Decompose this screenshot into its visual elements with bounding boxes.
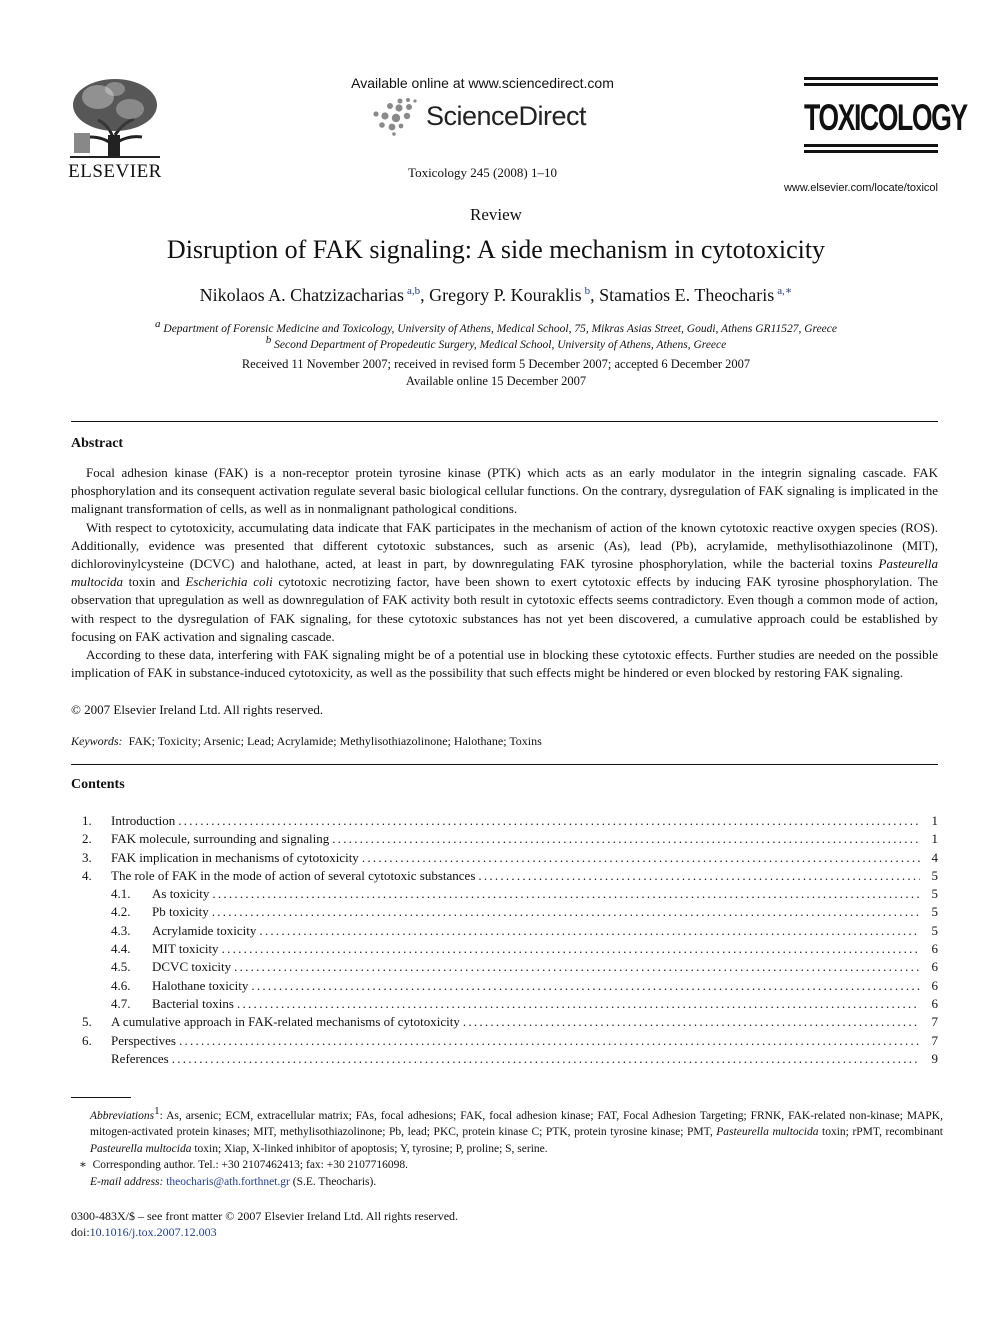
abstract-paragraph: According to these data, interfering with FAK signaling might be of a potential use in blocking these cytotoxic effects. Further studies are needed on the possible implication of FAK in substance-induced cytotoxicity, as well as the possibility that such effects might be hindered or even blocked by restoring FAK signaling. [71,647,938,681]
footnote-rule [71,1097,131,1098]
author-name: Gregory P. Kouraklis [429,285,582,305]
contents-heading: Contents [71,777,125,792]
toc-entry[interactable] [71,885,938,903]
toc-page-number: 5 [931,904,938,920]
article-type: Review [470,205,522,224]
toc-entry[interactable] [71,977,938,995]
toc-title: DCVC toxicity [152,959,232,975]
toc-number: 6. [82,1032,92,1048]
sciencedirect-wordmark: ScienceDirect [426,101,587,131]
toc-page-number: 7 [931,1014,938,1030]
divider [71,764,938,765]
toc-entry[interactable] [71,830,938,848]
masthead-rule [804,77,938,80]
toc-title: References [111,1050,169,1066]
toc-entry[interactable] [71,867,938,885]
toc-leader-dots [251,977,920,995]
elsevier-wordmark: ELSEVIER [68,161,162,182]
abstract-body [71,464,938,682]
toc-page-number: 9 [931,1050,938,1066]
toc-entry[interactable] [71,1032,938,1050]
corresponding-author-footnote: ∗ Corresponding author. Tel.: +30 2107462413; fax: +30 2107716098. [79,1159,408,1172]
toc-leader-dots [234,958,920,976]
toc-leader-dots [212,885,920,903]
toc-title: Halothane toxicity [152,977,249,993]
toc-leader-dots [237,995,920,1013]
abstract-paragraph: Focal adhesion kinase (FAK) is a non-receptor protein tyrosine kinase (PTK) which acts as an early modulator in the integrin signaling cascade. FAK phosphorylation and its consequent activation regulate several basic biological cellular functions. On the contrary, dysregulation of FAK signaling is implicated in the malignant transformation of cells, as well as in nonmalignant pathological conditions. [71,465,938,517]
toc-title: The role of FAK in the mode of action of several cytotoxic substances [111,867,476,883]
toc-entry[interactable] [71,1013,938,1031]
toc-leader-dots [172,1050,920,1068]
toc-title: FAK implication in mechanisms of cytotoxicity [111,849,359,865]
affiliation-b: $^b$ Second Department of Propedeutic Surgery, Medical School, University of Athens, Athens, Greece [265,334,727,351]
toc-page-number: 6 [931,941,938,957]
sciencedirect-logo[interactable] [368,96,608,136]
toc-entry[interactable] [71,958,938,976]
toc-number: 3. [82,849,92,865]
online-date: Available online 15 December 2007 [405,374,587,388]
toc-page-number: 5 [931,886,938,902]
author-affiliation-link[interactable]: a,b [407,285,421,297]
toc-number: 1. [82,813,92,828]
available-online-text: Available online at www.sciencedirect.com [351,75,614,91]
footnotes [71,1103,943,1190]
toc-page-number: 5 [931,867,938,883]
author-affiliation-link[interactable]: b [584,285,591,297]
keywords: Keywords: FAK; Toxicity; Arsenic; Lead; Acrylamide; Methylisothiazolinone; Halothane; Toxins [71,734,542,748]
toc-entry[interactable] [71,940,938,958]
toc-number: 4.7. [111,995,131,1011]
author-name: Nikolaos A. Chatzizacharias [199,285,405,305]
author-separator: , [420,285,430,305]
toc-title: As toxicity [152,886,210,902]
copyright-line: © 2007 Elsevier Ireland Ltd. All rights reserved. [71,702,324,717]
toc-page-number: 6 [931,959,938,975]
toc-leader-dots [332,830,920,848]
author-name: Stamatios E. Theocharis [599,285,775,305]
toc-title: Introduction [111,813,176,828]
elsevier-tree-icon [68,75,162,159]
abstract-heading: Abstract [71,436,124,451]
email-footnote: E-mail address: theocharis@ath.forthnet.gr (S.E. Theocharis). [90,1175,377,1188]
toc-title: Bacterial toxins [152,995,234,1011]
table-of-contents [71,812,938,1068]
toc-number: 4.6. [111,977,131,993]
toc-title: MIT toxicity [152,941,219,957]
toc-entry[interactable] [71,812,938,830]
toc-leader-dots [478,867,920,885]
journal-name: TOXICOLOGY [804,97,967,138]
toc-leader-dots [463,1013,920,1031]
toc-page-number: 7 [931,1032,938,1048]
toc-leader-dots [259,922,920,940]
toc-entry[interactable] [71,1050,938,1068]
toc-leader-dots [179,1032,920,1050]
toc-page-number: 5 [931,922,938,938]
abstract-paragraph: With respect to cytotoxicity, accumulating data indicate that FAK participates in the mechanism of action of the known cytotoxic reactive oxygen species (ROS). Additionally, evidence was presented that different cytotoxic substances, such as arsenic (As), lead (Pb), acrylamide, methylisothiazolinone (MIT), dichlorovinylcysteine (DCVC) and halothane, acted, at least in part, by downregulating FAK tyrosine phosphorylation, while the bacterial toxins Pasteurella multocida toxin and Escherichia coli cytotoxic necrotizing factor, have been shown to exert cytotoxic effects by inducing FAK tyrosine phosphorylation. The observation that upregulation as well as downregulation of FAK activity both result in cytotoxic effects seems contradictory. Even though a common mode of action, with respect to the dysregulation of FAK signaling, for these cytotoxic substances has not yet been discovered, a cumulative approach could be established by focusing on FAK activation and signaling cascade. [71,519,939,644]
masthead-rule [804,150,938,153]
toc-number: 4. [82,867,92,883]
toc-entry[interactable] [71,922,938,940]
masthead-rule [804,83,938,86]
toc-number: 4.4. [111,941,131,957]
toc-number: 4.2. [111,904,131,920]
elsevier-logo [68,75,162,185]
toc-entry[interactable] [71,995,938,1013]
email-link[interactable]: theocharis@ath.forthnet.gr [166,1175,290,1188]
toc-page-number: 6 [931,995,938,1011]
doi-link[interactable]: 10.1016/j.tox.2007.12.003 [89,1225,217,1239]
toc-number: 4.5. [111,959,131,975]
toc-title: A cumulative approach in FAK-related mechanisms of cytotoxicity [111,1014,460,1030]
toc-entry[interactable] [71,849,938,867]
received-dates: Received 11 November 2007; received in revised form 5 December 2007; accepted 6 December 2007 [241,357,751,371]
toc-number: 4.3. [111,922,131,938]
doi-line: doi:10.1016/j.tox.2007.12.003 [71,1225,217,1239]
toc-number: 5. [82,1014,92,1030]
issn-line: 0300-483X/$ – see front matter © 2007 Elsevier Ireland Ltd. All rights reserved. [71,1209,459,1223]
author-separator: , [590,285,600,305]
toc-page-number: 1 [931,831,938,847]
masthead-rule [804,144,938,147]
author-affiliation-link[interactable]: a,∗ [777,285,793,297]
toc-leader-dots [212,903,920,921]
toc-leader-dots [178,812,920,830]
toc-title: Pb toxicity [152,904,209,920]
toc-title: Acrylamide toxicity [152,922,257,938]
toc-page-number: 4 [931,849,938,865]
toc-number: 2. [82,831,92,847]
toc-page-number: 6 [931,977,938,993]
divider [71,421,938,422]
article-title: Disruption of FAK signaling: A side mechanism in cytotoxicity [166,235,826,264]
sciencedirect-dots-icon [368,96,424,136]
author-list [0,284,992,306]
toc-title: Perspectives [111,1032,176,1048]
toc-entry[interactable] [71,903,938,921]
affiliation-a: $^a$ Department of Forensic Medicine and Toxicology, University of Athens, Medical School, 75, Mikras Asias Street, Goudi, Athens GR11527, Greece [155,318,837,335]
journal-reference: Toxicology 245 (2008) 1–10 [408,165,557,180]
journal-masthead [804,77,967,156]
abbreviations-footnote: Abbreviations$^1$: As, arsenic; ECM, extracellular matrix; FAs, focal adhesions; FAK, focal adhesion kinase; FAT, Focal Adhesion Targeting; FRNK, FAK-related non-kinase; MAPK, mitogen-activated protein kinases; MIT, methylisothiazolinone; Pb, lead; PKC, protein kinase C; PTK, protein tyrosine kinase; PMT, Pasteurella multocida toxin; rPMT, recombinant Pasteurella multocida toxin; Xiap, X-linked inhibitor of apoptosis; Y, tyrosine; P, proline; S, serine. [90,1105,943,1155]
toc-leader-dots [362,849,920,867]
toc-title: FAK molecule, surrounding and signaling [111,831,330,847]
journal-url-link[interactable]: www.elsevier.com/locate/toxicol [783,182,938,194]
toc-page-number: 1 [931,813,938,828]
toc-number: 4.1. [111,886,131,902]
toc-leader-dots [222,940,920,958]
